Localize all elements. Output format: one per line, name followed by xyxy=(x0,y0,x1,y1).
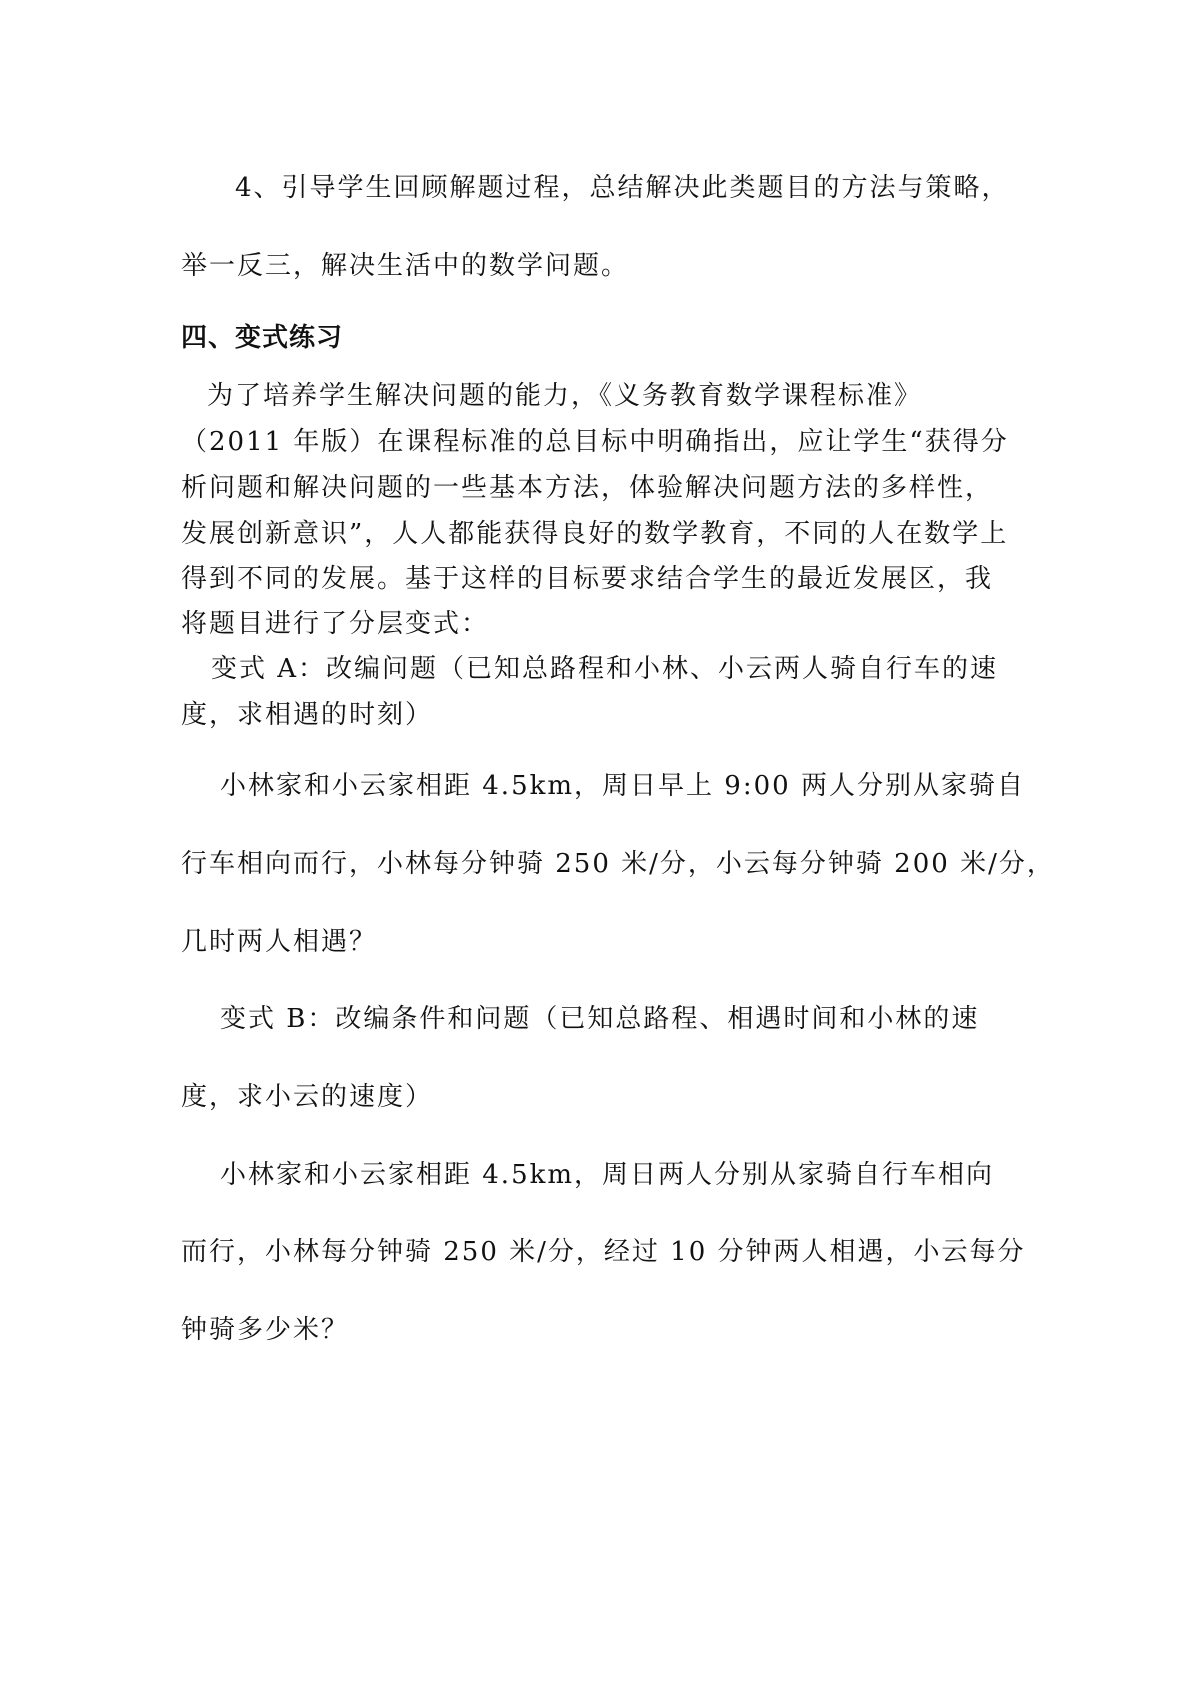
variant-a-problem-line-2: 行车相向而行，小林每分钟骑 250 米/分，小云每分钟骑 200 米/分， xyxy=(181,849,1055,879)
paragraph-line-3: 析问题和解决问题的一些基本方法，体验解决问题方法的多样性， xyxy=(181,473,994,503)
variant-a-title-line-1: 变式 A：改编问题（已知总路程和小林、小云两人骑自行车的速 xyxy=(211,654,999,684)
variant-b-problem-line-3: 钟骑多少米？ xyxy=(181,1315,350,1345)
paragraph-line-6: 将题目进行了分层变式： xyxy=(181,609,490,639)
paragraph-line-4: 发展创新意识”，人人都能获得良好的数学教育，不同的人在数学上 xyxy=(181,519,1009,549)
paragraph-line-2: （2011 年版）在课程标准的总目标中明确指出，应让学生“获得分 xyxy=(181,427,1009,457)
step-4-line-1: 4、引导学生回顾解题过程，总结解决此类题目的方法与策略， xyxy=(235,173,1010,203)
paragraph-line-1: 为了培养学生解决问题的能力，《义务教育数学课程标准》 xyxy=(207,381,923,411)
variant-a-problem-line-3: 几时两人相遇？ xyxy=(181,927,378,957)
variant-b-problem-line-1: 小林家和小云家相距 4.5km，周日两人分别从家骑自行车相向 xyxy=(220,1160,995,1190)
section-heading: 四、变式练习 xyxy=(181,323,344,353)
variant-b-title-line-2: 度，求小云的速度） xyxy=(181,1082,434,1112)
paragraph-line-5: 得到不同的发展。基于这样的目标要求结合学生的最近发展区，我 xyxy=(181,564,994,594)
variant-b-problem-line-2: 而行，小林每分钟骑 250 米/分，经过 10 分钟两人相遇，小云每分 xyxy=(181,1237,1026,1267)
variant-a-problem-line-1: 小林家和小云家相距 4.5km，周日早上 9:00 两人分别从家骑自 xyxy=(220,771,1025,801)
step-4-line-2: 举一反三，解决生活中的数学问题。 xyxy=(181,251,630,281)
variant-a-title-line-2: 度，求相遇的时刻） xyxy=(181,700,434,730)
variant-b-title-line-1: 变式 B：改编条件和问题（已知总路程、相遇时间和小林的速 xyxy=(220,1004,980,1034)
